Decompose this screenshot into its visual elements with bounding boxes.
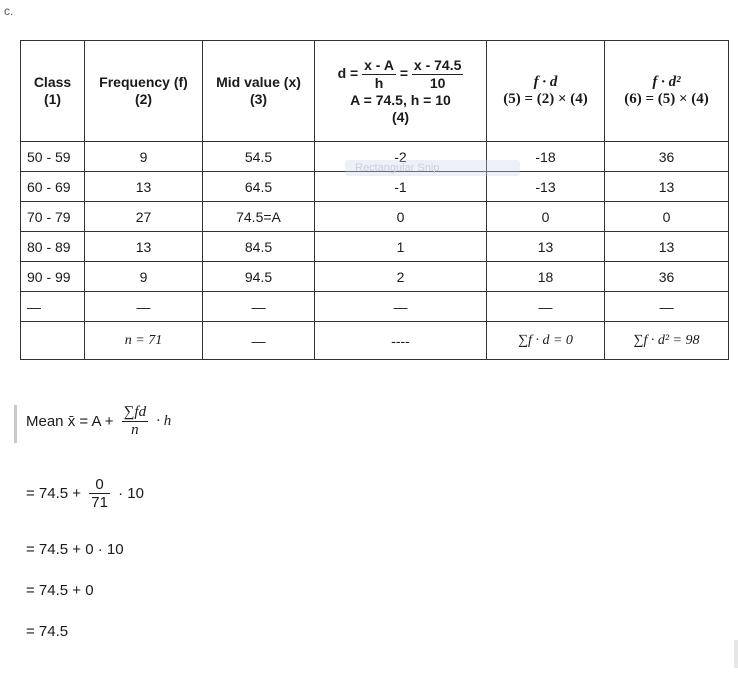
cell-fd2: — [605, 292, 729, 322]
total-deviation: ---- [315, 322, 487, 360]
header-class [21, 41, 85, 142]
equals-sign: = [399, 64, 409, 81]
step1-suffix: · 10 [118, 485, 144, 502]
header-deviation-number: (4) [391, 108, 410, 125]
cell-deviation: 2 [315, 262, 487, 292]
frac-x-minus-a-num: x - A [364, 56, 394, 73]
cell-class: 80 - 89 [21, 232, 85, 262]
header-frequency [85, 41, 203, 142]
header-fd2-formula: (6) = (5) × (4) [624, 91, 709, 107]
frac-x-minus-a [362, 57, 396, 92]
header-frequency-title: Frequency (f) [99, 74, 188, 90]
total-fd2: ∑f · d² = 98 [605, 322, 729, 360]
mean-suffix: · h [156, 413, 172, 429]
mean-formula-line [22, 404, 175, 439]
cell-fd: 0 [487, 202, 605, 232]
cell-mid-value: 64.5 [203, 172, 315, 202]
cell-fd2: 36 [605, 142, 729, 172]
step1-line [22, 476, 148, 511]
cell-deviation: — [315, 292, 487, 322]
cell-class: 90 - 99 [21, 262, 85, 292]
frac-x-minus-745-den: 10 [429, 74, 446, 91]
cell-deviation: 1 [315, 232, 487, 262]
table-header-row [21, 41, 729, 142]
cell-class: 50 - 59 [21, 142, 85, 172]
table-row [21, 262, 729, 292]
header-fd [487, 41, 605, 142]
cell-fd2: 13 [605, 232, 729, 262]
total-class [21, 322, 85, 360]
cell-mid-value: 84.5 [203, 232, 315, 262]
totals-row [21, 322, 729, 360]
snip-watermark: Rectangular Snip [345, 160, 520, 176]
cell-fd: 13 [487, 232, 605, 262]
cell-class: — [21, 292, 85, 322]
table-row [21, 202, 729, 232]
header-deviation [315, 41, 487, 142]
header-mid-value-number: (3) [249, 91, 268, 107]
cell-frequency: 13 [85, 172, 203, 202]
mean-fraction-den: n [131, 422, 139, 438]
total-mid-value: — [203, 322, 315, 360]
cell-mid-value: 94.5 [203, 262, 315, 292]
table-row [21, 292, 729, 322]
header-fd2-title: f · d² [652, 74, 681, 90]
table-row [21, 172, 729, 202]
frac-x-minus-745 [412, 57, 463, 92]
frac-x-minus-745-num: x - 74.5 [413, 56, 462, 73]
mean-fraction-num: ∑fd [123, 404, 147, 420]
cell-frequency: — [85, 292, 203, 322]
cell-frequency: 13 [85, 232, 203, 262]
step1-fraction-den: 71 [91, 494, 108, 511]
total-fd: ∑f · d = 0 [487, 322, 605, 360]
header-frequency-number: (2) [134, 91, 153, 107]
header-fd2 [605, 41, 729, 142]
cell-deviation: -2 [315, 142, 487, 172]
total-frequency: n = 71 [85, 322, 203, 360]
step4-line: = 74.5 [26, 623, 69, 640]
cell-fd2: 13 [605, 172, 729, 202]
header-class-number: (1) [43, 91, 62, 107]
header-fd-title: f · d [533, 74, 558, 90]
cell-mid-value: — [203, 292, 315, 322]
cell-mid-value: 74.5=A [203, 202, 315, 232]
cell-frequency: 9 [85, 142, 203, 172]
cell-mid-value: 54.5 [203, 142, 315, 172]
header-deviation-params: A = 74.5, h = 10 [350, 91, 451, 108]
mean-prefix: Mean x̄ = A + [26, 413, 114, 430]
d-equals: d = [337, 64, 359, 81]
header-mid-value [203, 41, 315, 142]
header-class-title: Class [33, 74, 72, 90]
cell-deviation: -1 [315, 172, 487, 202]
step1-fraction-num: 0 [89, 476, 110, 494]
cell-fd: — [487, 292, 605, 322]
cell-frequency: 27 [85, 202, 203, 232]
cell-fd2: 36 [605, 262, 729, 292]
cell-fd: -13 [487, 172, 605, 202]
frac-x-minus-a-den: h [374, 74, 384, 91]
step1-fraction [89, 476, 110, 511]
step3-line: = 74.5 + 0 [26, 582, 94, 599]
cell-class: 70 - 79 [21, 202, 85, 232]
edge-artifact [734, 640, 738, 668]
step1-prefix: = 74.5 + [26, 485, 82, 502]
margin-bar [14, 405, 17, 443]
cell-fd2: 0 [605, 202, 729, 232]
header-mid-value-title: Mid value (x) [216, 74, 301, 90]
table-row [21, 232, 729, 262]
cell-class: 60 - 69 [21, 172, 85, 202]
cell-fd: -18 [487, 142, 605, 172]
cell-deviation: 0 [315, 202, 487, 232]
frequency-table [20, 40, 729, 360]
cell-fd: 18 [487, 262, 605, 292]
header-fd-formula: (5) = (2) × (4) [503, 91, 588, 107]
mean-fraction [122, 404, 148, 439]
part-label: c. [4, 4, 14, 18]
step2-line: = 74.5 + 0 · 10 [26, 541, 124, 558]
cell-frequency: 9 [85, 262, 203, 292]
header-deviation-formula [315, 57, 486, 92]
